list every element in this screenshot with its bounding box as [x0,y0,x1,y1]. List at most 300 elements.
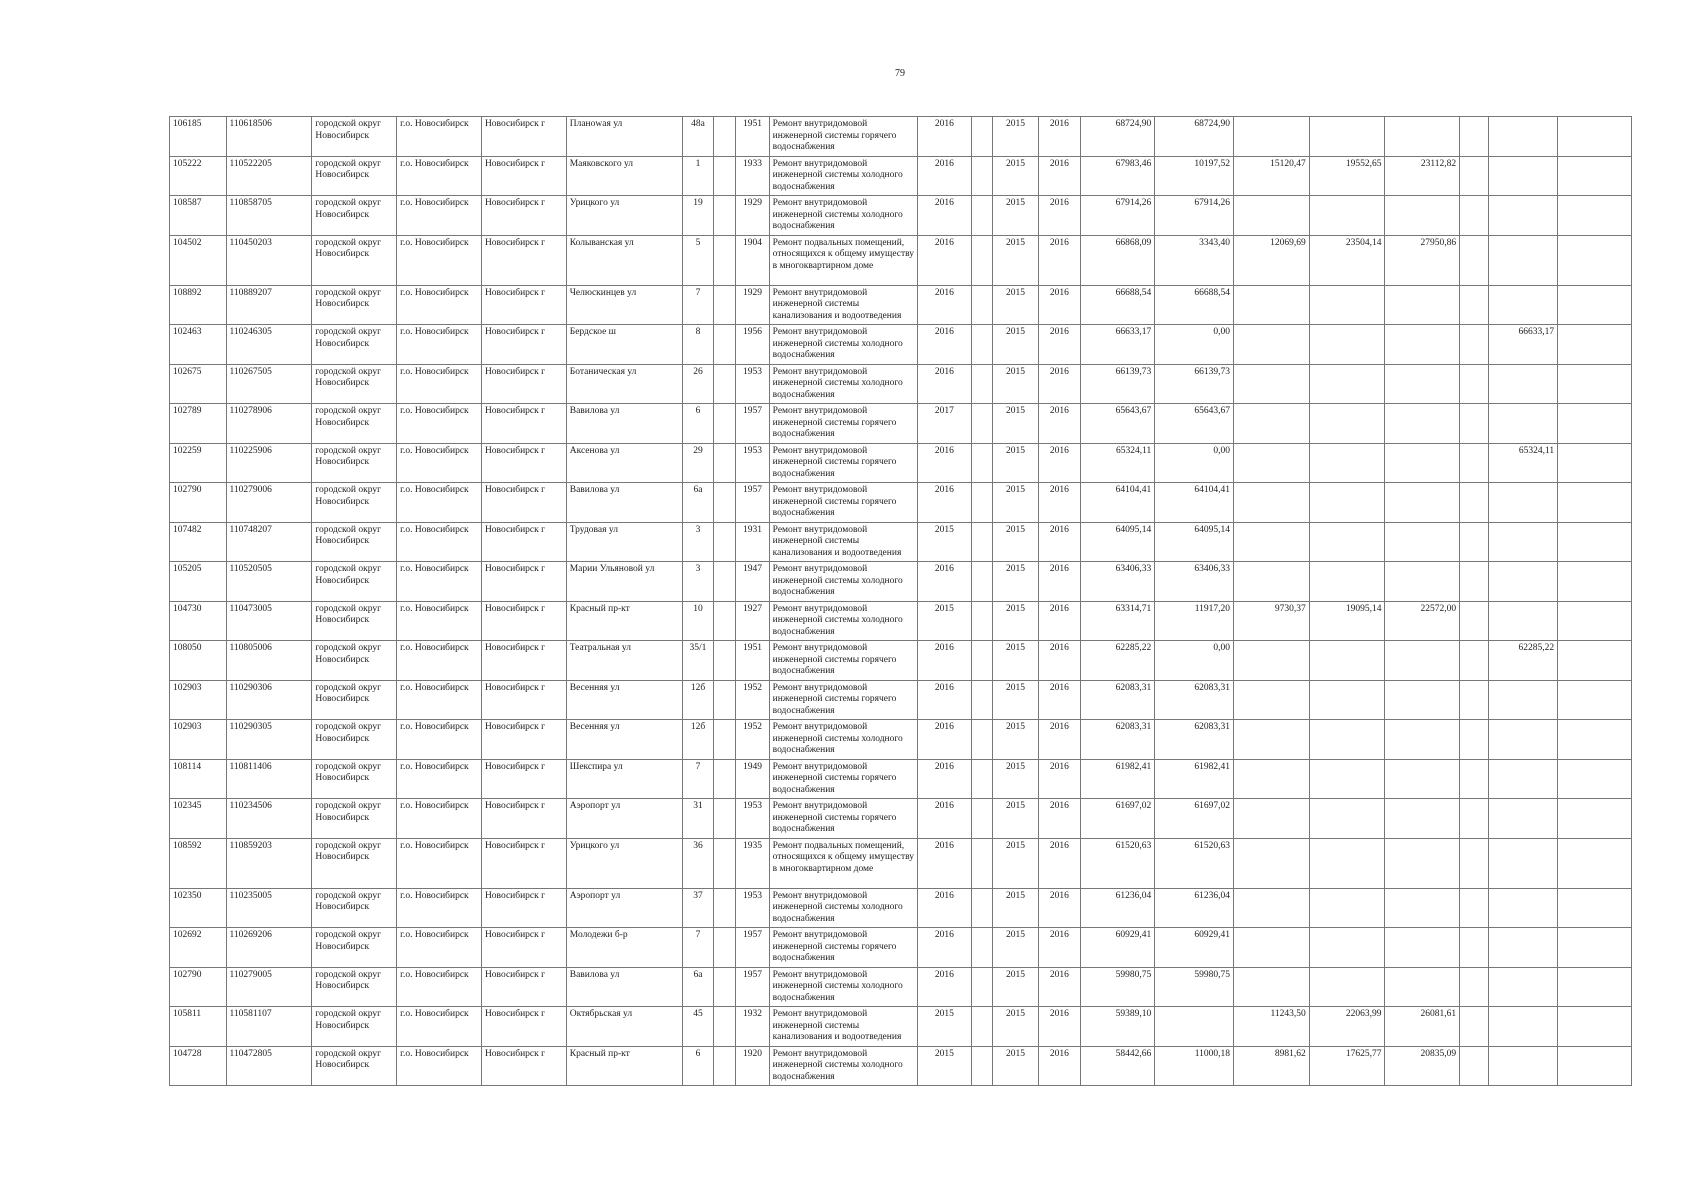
cell-district: городской округ Новосибирск [312,364,397,404]
cell-fund-6 [1489,928,1558,968]
cell-end-year: 2016 [1039,483,1080,523]
cell-city: Новосибирск г [481,404,566,444]
cell-house: 5 [682,235,713,285]
cell-id: 108592 [170,838,227,888]
cell-year-built: 1957 [736,404,769,444]
cell-id: 102903 [170,680,227,720]
cell-street: Аэропорт ул [566,799,682,839]
cell-fund-5 [1460,641,1489,681]
cell-fund-7 [1558,235,1632,285]
cell-district: городской округ Новосибирск [312,522,397,562]
cell-year-built: 1953 [736,888,769,928]
cell-building [714,522,736,562]
cell-fund-5 [1460,680,1489,720]
cell-plan-year: 2016 [918,759,972,799]
cell-fund-3: 22063,99 [1309,1007,1385,1047]
cell-start-year: 2015 [992,117,1038,157]
table-row [170,601,1632,641]
cell-house: 6 [682,404,713,444]
cell-fund-4 [1385,196,1460,236]
cell-code: 110279005 [226,967,312,1007]
cell-fund-1: 0,00 [1155,641,1234,681]
cell-code: 110234506 [226,799,312,839]
cell-year-built: 1957 [736,967,769,1007]
table-row [170,720,1632,760]
cell-id: 102789 [170,404,227,444]
cell-district: городской округ Новосибирск [312,967,397,1007]
cell-work-type: Ремонт внутридомовой инженерной системы горячего водоснабжения [769,117,917,157]
cell-start-year: 2015 [992,1046,1038,1086]
cell-id: 102692 [170,928,227,968]
cell-id: 102903 [170,720,227,760]
cell-street: Трудовая ул [566,522,682,562]
cell-fund-3 [1309,838,1385,888]
cell-fund-4 [1385,720,1460,760]
cell-municipality: г.о. Новосибирск [397,888,482,928]
cell-fund-1: 67914,26 [1155,196,1234,236]
cell-house: 29 [682,443,713,483]
cell-total-cost: 64095,14 [1080,522,1155,562]
cell-fund-7 [1558,364,1632,404]
cell-municipality: г.о. Новосибирск [397,443,482,483]
cell-work-type: Ремонт внутридомовой инженерной системы горячего водоснабжения [769,641,917,681]
cell-id: 106185 [170,117,227,157]
cell-city: Новосибирск г [481,680,566,720]
cell-fund-6 [1489,759,1558,799]
cell-code: 110805006 [226,641,312,681]
cell-fund-7 [1558,967,1632,1007]
cell-start-year: 2015 [992,483,1038,523]
cell-code: 110235005 [226,888,312,928]
cell-building [714,720,736,760]
cell-house: 48а [682,117,713,157]
cell-id: 107482 [170,522,227,562]
cell-municipality: г.о. Новосибирск [397,1046,482,1086]
cell-fund-2 [1234,967,1310,1007]
cell-id: 105205 [170,562,227,602]
cell-district: городской округ Новосибирск [312,888,397,928]
cell-fund-5 [1460,720,1489,760]
cell-fund-4: 22572,00 [1385,601,1460,641]
cell-street: Красный пр-кт [566,601,682,641]
table-row [170,522,1632,562]
cell-fund-7 [1558,1007,1632,1047]
cell-fund-1: 63406,33 [1155,562,1234,602]
cell-total-cost: 66139,73 [1080,364,1155,404]
cell-id: 102790 [170,483,227,523]
cell-id: 102350 [170,888,227,928]
cell-code: 110522205 [226,156,312,196]
cell-plan-year: 2016 [918,928,972,968]
cell-end-year: 2016 [1039,156,1080,196]
cell-building [714,799,736,839]
cell-plan-year: 2016 [918,680,972,720]
cell-street: Аксенова ул [566,443,682,483]
cell-fund-6 [1489,156,1558,196]
cell-start-year: 2015 [992,680,1038,720]
cell-house: 1 [682,156,713,196]
cell-district: городской округ Новосибирск [312,156,397,196]
cell-building [714,404,736,444]
cell-fund-4 [1385,364,1460,404]
cell-fund-6 [1489,799,1558,839]
cell-total-cost: 63406,33 [1080,562,1155,602]
cell-end-year: 2016 [1039,838,1080,888]
cell-plan-year: 2015 [918,601,972,641]
cell-street: Красный пр-кт [566,1046,682,1086]
cell-code: 110225906 [226,443,312,483]
cell-building [714,196,736,236]
cell-empty [971,928,992,968]
cell-fund-3 [1309,483,1385,523]
table-row [170,117,1632,157]
cell-fund-6 [1489,117,1558,157]
cell-fund-4 [1385,680,1460,720]
cell-code: 110618506 [226,117,312,157]
cell-fund-3 [1309,720,1385,760]
cell-fund-6 [1489,838,1558,888]
cell-end-year: 2016 [1039,196,1080,236]
cell-fund-4 [1385,759,1460,799]
cell-total-cost: 58442,66 [1080,1046,1155,1086]
cell-fund-5 [1460,1007,1489,1047]
cell-district: городской округ Новосибирск [312,838,397,888]
cell-fund-1: 11917,20 [1155,601,1234,641]
cell-street: Весенняя ул [566,720,682,760]
cell-city: Новосибирск г [481,235,566,285]
cell-house: 7 [682,759,713,799]
cell-fund-4 [1385,641,1460,681]
cell-fund-4 [1385,285,1460,325]
cell-fund-2 [1234,404,1310,444]
cell-work-type: Ремонт внутридомовой инженерной системы канализования и водоотведения [769,285,917,325]
cell-start-year: 2015 [992,720,1038,760]
cell-end-year: 2016 [1039,799,1080,839]
cell-fund-3 [1309,967,1385,1007]
cell-fund-1: 10197,52 [1155,156,1234,196]
cell-id: 104730 [170,601,227,641]
table-row [170,680,1632,720]
cell-fund-1: 60929,41 [1155,928,1234,968]
cell-end-year: 2016 [1039,404,1080,444]
cell-city: Новосибирск г [481,888,566,928]
cell-fund-4 [1385,117,1460,157]
cell-end-year: 2016 [1039,325,1080,365]
cell-fund-5 [1460,325,1489,365]
cell-house: 8 [682,325,713,365]
cell-fund-3: 19095,14 [1309,601,1385,641]
cell-fund-7 [1558,641,1632,681]
cell-year-built: 1957 [736,483,769,523]
cell-year-built: 1953 [736,443,769,483]
cell-fund-7 [1558,404,1632,444]
cell-fund-2: 8981,62 [1234,1046,1310,1086]
cell-plan-year: 2016 [918,967,972,1007]
cell-house: 37 [682,888,713,928]
cell-fund-7 [1558,522,1632,562]
cell-fund-3 [1309,759,1385,799]
cell-end-year: 2016 [1039,720,1080,760]
cell-fund-5 [1460,928,1489,968]
cell-city: Новосибирск г [481,483,566,523]
cell-fund-6 [1489,1046,1558,1086]
cell-street: Шекспира ул [566,759,682,799]
cell-end-year: 2016 [1039,562,1080,602]
cell-building [714,562,736,602]
cell-street: Весенняя ул [566,680,682,720]
cell-empty [971,364,992,404]
cell-fund-6 [1489,522,1558,562]
cell-empty [971,562,992,602]
cell-building [714,680,736,720]
page-number: 79 [895,68,905,79]
cell-fund-1: 66688,54 [1155,285,1234,325]
cell-plan-year: 2016 [918,888,972,928]
cell-fund-1: 0,00 [1155,443,1234,483]
cell-empty [971,404,992,444]
cell-start-year: 2015 [992,285,1038,325]
table-row [170,235,1632,285]
cell-municipality: г.о. Новосибирск [397,720,482,760]
cell-fund-2 [1234,364,1310,404]
cell-fund-6: 62285,22 [1489,641,1558,681]
cell-total-cost: 60929,41 [1080,928,1155,968]
cell-code: 110279006 [226,483,312,523]
cell-year-built: 1947 [736,562,769,602]
cell-district: городской округ Новосибирск [312,562,397,602]
cell-total-cost: 62083,31 [1080,680,1155,720]
cell-work-type: Ремонт внутридомовой инженерной системы горячего водоснабжения [769,443,917,483]
cell-city: Новосибирск г [481,364,566,404]
cell-fund-3 [1309,404,1385,444]
cell-fund-7 [1558,117,1632,157]
cell-building [714,325,736,365]
cell-code: 110246305 [226,325,312,365]
cell-municipality: г.о. Новосибирск [397,601,482,641]
cell-start-year: 2015 [992,928,1038,968]
cell-start-year: 2015 [992,522,1038,562]
cell-house: 10 [682,601,713,641]
cell-code: 110581107 [226,1007,312,1047]
cell-building [714,759,736,799]
cell-fund-7 [1558,1046,1632,1086]
cell-end-year: 2016 [1039,522,1080,562]
cell-fund-6: 66633,17 [1489,325,1558,365]
cell-street: Челюскинцев ул [566,285,682,325]
cell-id: 108114 [170,759,227,799]
cell-fund-6 [1489,562,1558,602]
table-row [170,483,1632,523]
cell-fund-4: 20835,09 [1385,1046,1460,1086]
cell-start-year: 2015 [992,325,1038,365]
cell-municipality: г.о. Новосибирск [397,967,482,1007]
cell-street: Вавилова ул [566,483,682,523]
cell-year-built: 1929 [736,196,769,236]
cell-empty [971,1007,992,1047]
cell-total-cost: 65643,67 [1080,404,1155,444]
cell-municipality: г.о. Новосибирск [397,117,482,157]
cell-municipality: г.о. Новосибирск [397,928,482,968]
cell-code: 110811406 [226,759,312,799]
cell-fund-5 [1460,1046,1489,1086]
cell-district: городской округ Новосибирск [312,1007,397,1047]
cell-fund-4 [1385,838,1460,888]
cell-fund-2 [1234,838,1310,888]
cell-fund-7 [1558,838,1632,888]
cell-house: 6а [682,967,713,1007]
cell-year-built: 1929 [736,285,769,325]
cell-house: 12б [682,720,713,760]
cell-start-year: 2015 [992,235,1038,285]
cell-fund-2 [1234,483,1310,523]
cell-fund-4 [1385,928,1460,968]
cell-district: городской округ Новосибирск [312,680,397,720]
cell-fund-1: 66139,73 [1155,364,1234,404]
cell-total-cost: 59980,75 [1080,967,1155,1007]
cell-year-built: 1931 [736,522,769,562]
cell-building [714,1046,736,1086]
cell-municipality: г.о. Новосибирск [397,196,482,236]
cell-total-cost: 66868,09 [1080,235,1155,285]
cell-fund-5 [1460,156,1489,196]
cell-end-year: 2016 [1039,1046,1080,1086]
cell-house: 6 [682,1046,713,1086]
cell-work-type: Ремонт внутридомовой инженерной системы холодного водоснабжения [769,1046,917,1086]
cell-municipality: г.о. Новосибирск [397,483,482,523]
cell-fund-5 [1460,404,1489,444]
cell-city: Новосибирск г [481,562,566,602]
table-row [170,1007,1632,1047]
cell-work-type: Ремонт внутридомовой инженерной системы горячего водоснабжения [769,759,917,799]
cell-year-built: 1952 [736,720,769,760]
cell-end-year: 2016 [1039,1007,1080,1047]
cell-total-cost: 66688,54 [1080,285,1155,325]
cell-fund-1: 11000,18 [1155,1046,1234,1086]
cell-empty [971,641,992,681]
cell-fund-7 [1558,680,1632,720]
cell-start-year: 2015 [992,404,1038,444]
cell-district: городской округ Новосибирск [312,285,397,325]
cell-street: Театральная ул [566,641,682,681]
cell-fund-3 [1309,562,1385,602]
cell-empty [971,156,992,196]
cell-fund-4 [1385,404,1460,444]
cell-fund-5 [1460,196,1489,236]
cell-total-cost: 61520,63 [1080,838,1155,888]
cell-end-year: 2016 [1039,928,1080,968]
cell-plan-year: 2016 [918,838,972,888]
cell-fund-2: 9730,37 [1234,601,1310,641]
table-row [170,967,1632,1007]
cell-code: 110290305 [226,720,312,760]
cell-fund-4: 23112,82 [1385,156,1460,196]
cell-fund-5 [1460,967,1489,1007]
cell-total-cost: 61236,04 [1080,888,1155,928]
table-row [170,364,1632,404]
cell-start-year: 2015 [992,838,1038,888]
table-row [170,838,1632,888]
cell-fund-5 [1460,838,1489,888]
cell-building [714,1007,736,1047]
cell-building [714,641,736,681]
cell-street: Колыванская ул [566,235,682,285]
cell-fund-3 [1309,928,1385,968]
cell-empty [971,117,992,157]
cell-street: Вавилова ул [566,404,682,444]
cell-city: Новосибирск г [481,641,566,681]
cell-fund-2 [1234,720,1310,760]
cell-total-cost: 68724,90 [1080,117,1155,157]
cell-municipality: г.о. Новосибирск [397,404,482,444]
cell-fund-7 [1558,156,1632,196]
cell-start-year: 2015 [992,156,1038,196]
table-row [170,404,1632,444]
table-row [170,799,1632,839]
cell-municipality: г.о. Новосибирск [397,799,482,839]
cell-work-type: Ремонт внутридомовой инженерной системы холодного водоснабжения [769,196,917,236]
cell-city: Новосибирск г [481,720,566,760]
cell-total-cost: 67914,26 [1080,196,1155,236]
cell-year-built: 1952 [736,680,769,720]
cell-plan-year: 2017 [918,404,972,444]
cell-code: 110748207 [226,522,312,562]
cell-fund-6 [1489,235,1558,285]
cell-fund-6 [1489,1007,1558,1047]
cell-empty [971,196,992,236]
table-row [170,759,1632,799]
cell-end-year: 2016 [1039,285,1080,325]
cell-fund-6 [1489,404,1558,444]
cell-end-year: 2016 [1039,641,1080,681]
cell-district: городской округ Новосибирск [312,404,397,444]
cell-end-year: 2016 [1039,235,1080,285]
cell-work-type: Ремонт внутридомовой инженерной системы горячего водоснабжения [769,483,917,523]
cell-fund-3 [1309,680,1385,720]
cell-fund-6 [1489,720,1558,760]
cell-year-built: 1933 [736,156,769,196]
cell-district: городской округ Новосибирск [312,325,397,365]
cell-fund-7 [1558,483,1632,523]
cell-city: Новосибирск г [481,838,566,888]
cell-fund-4 [1385,799,1460,839]
cell-street: Вавилова ул [566,967,682,1007]
cell-empty [971,759,992,799]
cell-fund-3: 23504,14 [1309,235,1385,285]
cell-fund-3: 17625,77 [1309,1046,1385,1086]
cell-district: городской округ Новосибирск [312,235,397,285]
cell-plan-year: 2016 [918,483,972,523]
cell-code: 110267505 [226,364,312,404]
cell-empty [971,1046,992,1086]
cell-fund-7 [1558,799,1632,839]
cell-fund-4 [1385,888,1460,928]
table-row [170,1046,1632,1086]
cell-fund-5 [1460,235,1489,285]
cell-year-built: 1951 [736,641,769,681]
cell-work-type: Ремонт подвальных помещений, относящихся к общему имуществу в многоквартирном доме [769,838,917,888]
cell-id: 105222 [170,156,227,196]
cell-work-type: Ремонт внутридомовой инженерной системы горячего водоснабжения [769,928,917,968]
cell-fund-4 [1385,443,1460,483]
cell-fund-3 [1309,117,1385,157]
cell-fund-2 [1234,888,1310,928]
cell-fund-5 [1460,562,1489,602]
cell-year-built: 1956 [736,325,769,365]
cell-fund-4 [1385,967,1460,1007]
cell-fund-6 [1489,196,1558,236]
cell-plan-year: 2015 [918,1007,972,1047]
cell-building [714,117,736,157]
